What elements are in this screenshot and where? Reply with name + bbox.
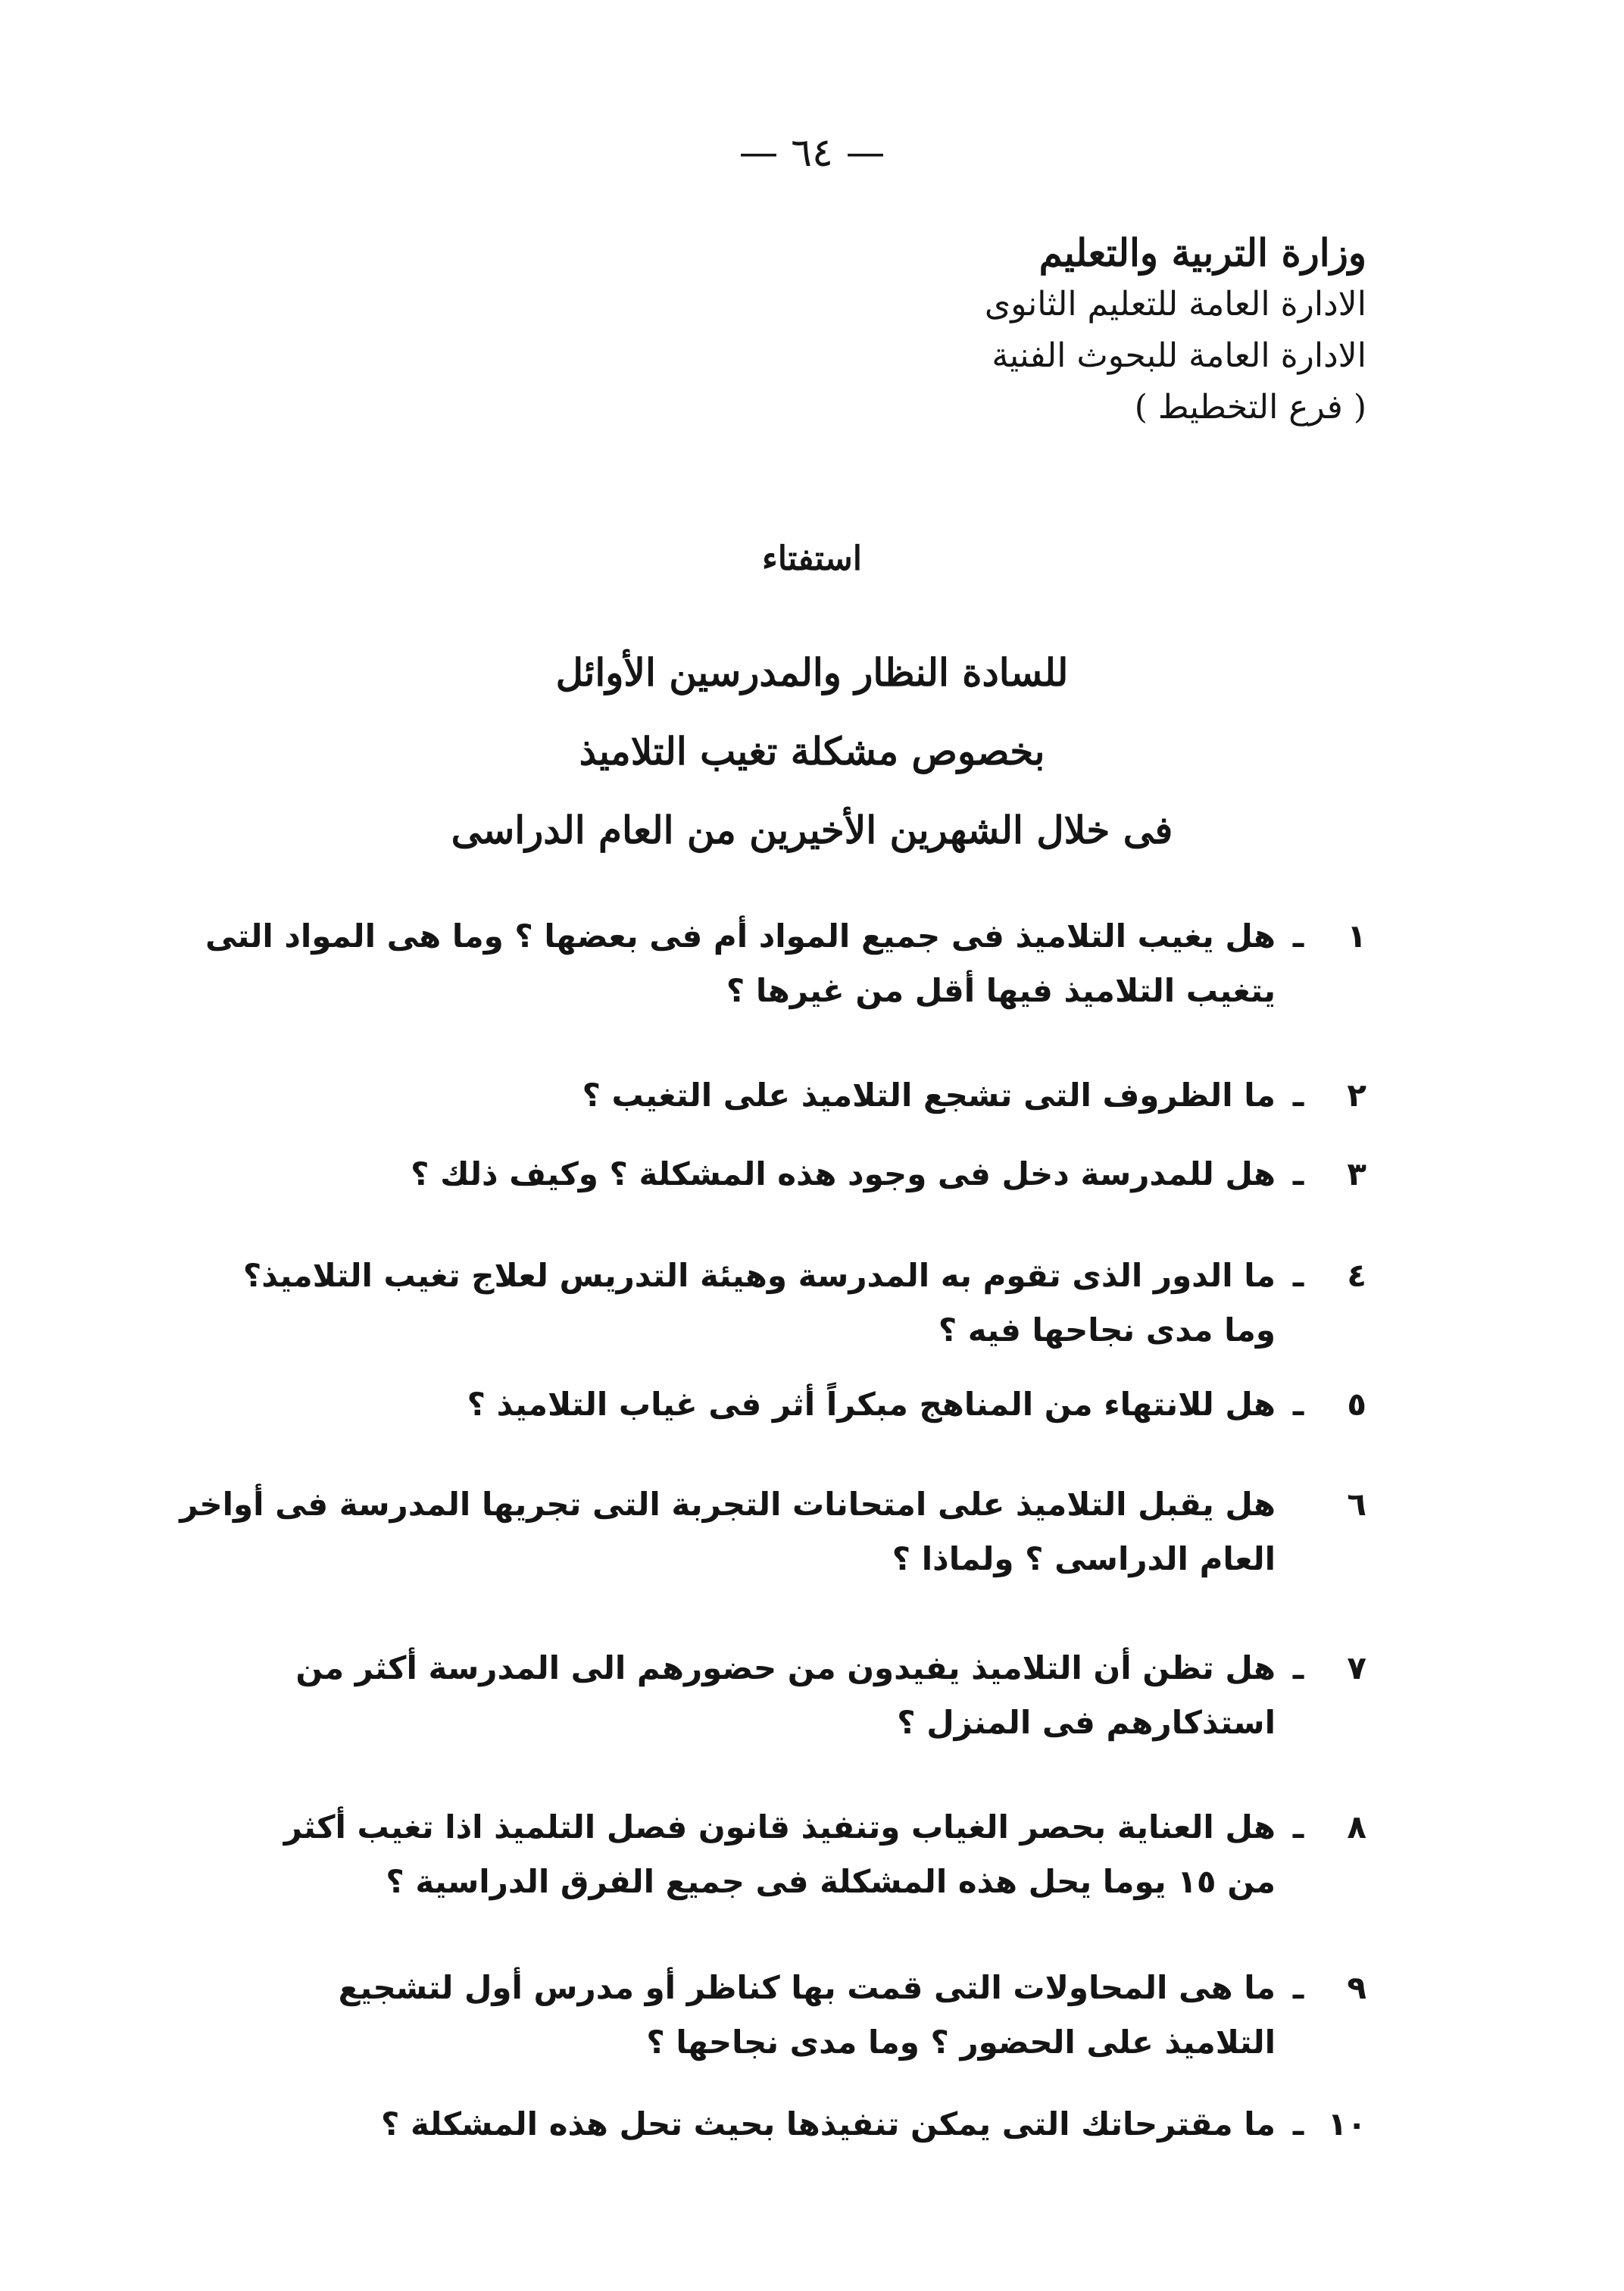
question-number: ١ — [1347, 917, 1366, 955]
question-number: ١٠ — [1327, 2105, 1366, 2143]
question-text: هل يغيب التلاميذ فى جميع المواد أم فى بعضها ؟ وما هى المواد التى — [205, 917, 1276, 955]
question-text: هل يقبل التلاميذ على امتحانات التجربة التى تجريها المدرسة فى أواخر — [180, 1486, 1276, 1523]
question-item — [243, 1249, 1366, 1358]
question-dash: ـ — [1292, 2105, 1304, 2143]
question-item — [339, 1961, 1366, 2070]
question-text-continued: وما مدى نجاحها فيه ؟ — [938, 1311, 1276, 1349]
question-item — [180, 1477, 1366, 1586]
survey-heading: استفتاء — [762, 539, 862, 578]
question-item — [284, 1800, 1366, 1909]
question-number: ٦ — [1347, 1486, 1366, 1523]
period-line: فى خلال الشهرين الأخيرين من العام الدراسى — [451, 808, 1173, 852]
question-text: هل للمدرسة دخل فى وجود هذه المشكلة ؟ وكيف ذلك ؟ — [411, 1155, 1276, 1192]
question-dash: ـ — [1292, 1077, 1304, 1114]
question-number: ٣ — [1347, 1155, 1366, 1192]
question-text: ما هى المحاولات التى قمت بها كناظر أو مدرس أول لتشجيع — [338, 1969, 1276, 2006]
question-text: ما مقترحاتك التى يمكن تنفيذها بحيث تحل هذه المشكلة ؟ — [380, 2105, 1276, 2143]
page-number: — ٦٤ — — [739, 130, 885, 176]
question-item — [381, 2097, 1366, 2152]
question-text-continued: يتغيب التلاميذ فيها أقل من غيرها ؟ — [726, 972, 1276, 1009]
question-item — [295, 1641, 1366, 1750]
question-number: ٧ — [1347, 1649, 1366, 1686]
department-technical-research: الادارة العامة للبحوث الفنية — [992, 336, 1366, 375]
question-item — [467, 1377, 1366, 1432]
question-text: هل للانتهاء من المناهج مبكراً أثر فى غياب التلاميذ ؟ — [467, 1386, 1276, 1423]
question-text-continued: التلاميذ على الحضور ؟ وما مدى نجاحها ؟ — [646, 2024, 1276, 2061]
ministry-name: وزارة التربية والتعليم — [1038, 230, 1366, 275]
department-secondary-education: الادارة العامة للتعليم الثانوى — [984, 285, 1366, 323]
question-item — [582, 1068, 1366, 1123]
audience-line: للسادة النظار والمدرسين الأوائل — [555, 650, 1069, 695]
question-dash: ـ — [1292, 1386, 1304, 1423]
question-dash: ـ — [1292, 1808, 1304, 1846]
question-text: هل العناية بحصر الغياب وتنفيذ قانون فصل التلميذ اذا تغيب أكثر — [283, 1808, 1276, 1846]
question-dash: ـ — [1292, 1969, 1304, 2006]
question-text: هل تظن أن التلاميذ يفيدون من حضورهم الى المدرسة أكثر من — [295, 1649, 1276, 1686]
planning-branch: ( فرع التخطيط ) — [1134, 388, 1366, 427]
question-number: ٥ — [1347, 1386, 1366, 1423]
question-text: ما الظروف التى تشجع التلاميذ على التغيب ؟ — [582, 1077, 1276, 1114]
question-dash: ـ — [1292, 1155, 1304, 1192]
question-item — [411, 1147, 1366, 1202]
issuer-block — [985, 227, 1366, 433]
question-text-continued: استذكارهم فى المنزل ؟ — [897, 1704, 1276, 1741]
question-text-continued: من ١٥ يوما يحل هذه المشكلة فى جميع الفرق الدراسية ؟ — [386, 1863, 1276, 1900]
question-item — [205, 909, 1366, 1018]
subject-line: بخصوص مشكلة تغيب التلاميذ — [579, 729, 1045, 774]
question-text: ما الدور الذى تقوم به المدرسة وهيئة التدريس لعلاج تغيب التلاميذ؟ — [242, 1257, 1276, 1294]
question-number: ٤ — [1347, 1257, 1366, 1294]
question-dash: ـ — [1292, 1257, 1304, 1294]
question-number: ٩ — [1347, 1969, 1366, 2006]
question-number: ٢ — [1347, 1077, 1366, 1114]
question-dash: ـ — [1292, 1649, 1304, 1686]
question-dash: ـ — [1292, 917, 1304, 955]
question-number: ٨ — [1347, 1808, 1366, 1846]
question-text-continued: العام الدراسى ؟ ولماذا ؟ — [892, 1540, 1276, 1577]
